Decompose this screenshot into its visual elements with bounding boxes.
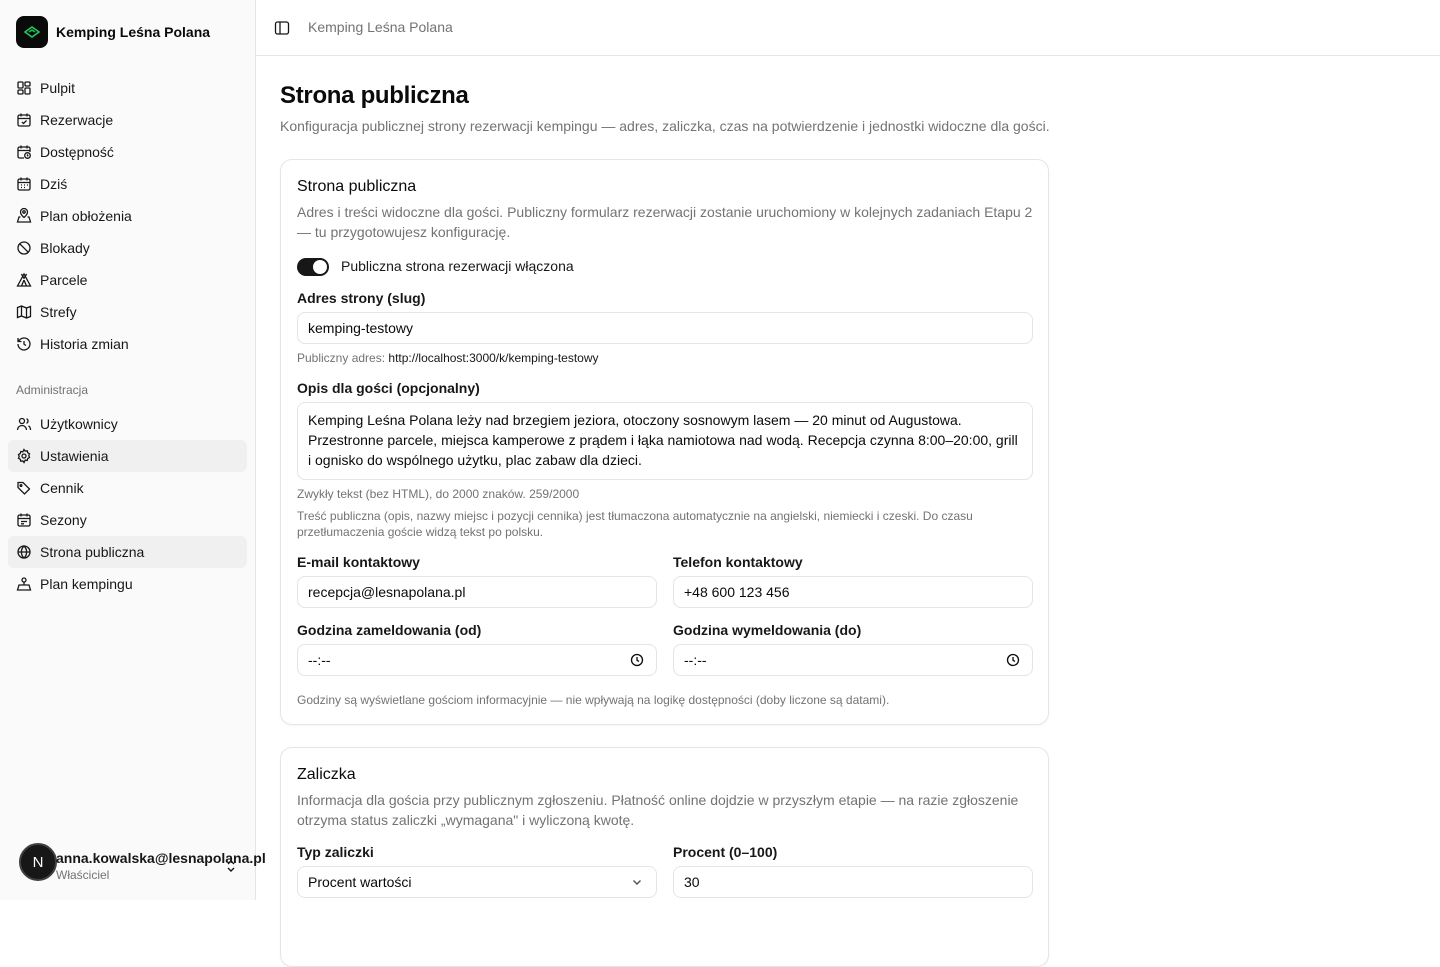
admin-group-label: Administracja [16, 383, 89, 397]
deposit-type-value: Procent wartości [308, 874, 412, 890]
phone-label: Telefon kontaktowy [673, 554, 803, 570]
admin-nav [8, 408, 247, 600]
translation-hint: Treść publiczna (opis, nazwy miejsc i pozycji cennika) jest tłumaczona automatycznie na angielski, niemiecki i czeski. Do czasu przetłumaczenia goście widzą tekst po polsku. [297, 509, 973, 539]
sidebar-item-plan-kempingu[interactable] [8, 568, 247, 600]
slug-label: Adres strony (slug) [297, 290, 426, 306]
brand-name: Kemping Leśna Polana [56, 24, 211, 40]
public-page-card [280, 159, 1049, 725]
phone-field[interactable] [673, 576, 1033, 608]
percent-label: Procent (0–100) [673, 844, 778, 860]
gear-icon [16, 448, 32, 464]
dashboard-icon [16, 80, 32, 96]
calendar-range-icon [16, 512, 32, 528]
tag-icon [16, 480, 32, 496]
sidebar-item-plan-oblozenia[interactable] [8, 200, 247, 232]
main-nav [8, 72, 247, 360]
checkin-time-value: --:-- [308, 652, 331, 668]
sidebar-toggle-button[interactable] [272, 16, 292, 40]
history-icon [16, 336, 32, 352]
brand[interactable] [16, 16, 210, 48]
checkout-time-input[interactable] [673, 644, 1033, 676]
chevrons-up-down-icon [223, 858, 239, 874]
card-description: Informacja dla gościa przy publicznym zgłoszeniu. Płatność online dojdzie w przyszłym etapie — na razie zgłoszenie otrzyma status zaliczki „wymagana" i wyliczoną kwotę. [297, 792, 1019, 828]
percent-input[interactable] [673, 866, 1033, 898]
sidebar-item-label: Historia zmian [40, 336, 129, 352]
calendar-check-icon [16, 112, 32, 128]
card-description: Adres i treści widoczne dla gości. Publiczny formularz rezerwacji zostanie uruchomiony w kolejnych zadaniach Etapu 2 — tu przygotowujesz konfigurację. [297, 204, 1033, 240]
guest-description-label: Opis dla gości (opcjonalny) [297, 380, 480, 396]
breadcrumb[interactable]: Kemping Leśna Polana [308, 19, 453, 35]
sidebar-item-blokady[interactable] [8, 232, 247, 264]
email-field-value: recepcja@lesnapolana.pl [308, 584, 466, 600]
public-address-prefix: Publiczny adres: [297, 351, 386, 365]
phone-field-value: +48 600 123 456 [684, 584, 790, 600]
checkin-time-input[interactable] [297, 644, 657, 676]
sidebar-item-dzis[interactable] [8, 168, 247, 200]
card-title: Strona publiczna [297, 178, 417, 195]
sidebar [0, 0, 266, 900]
calendar-clock-icon [16, 144, 32, 160]
sidebar-item-sezony[interactable] [8, 504, 247, 536]
percent-input-value: 30 [684, 874, 700, 890]
campsite-plan-icon [16, 576, 32, 592]
sidebar-item-parcele[interactable] [8, 264, 247, 296]
avatar: N [19, 843, 57, 881]
deposit-type-label: Typ zaliczki [297, 844, 374, 860]
map-icon [16, 304, 32, 320]
sidebar-item-label: Rezerwacje [40, 112, 114, 128]
deposit-card [280, 747, 1049, 967]
tent-logo-icon [16, 16, 48, 48]
deposit-type-select[interactable] [297, 866, 657, 898]
panel-left-icon [274, 20, 290, 36]
checkin-label: Godzina zameldowania (od) [297, 622, 482, 638]
sidebar-item-label: Strona publiczna [40, 544, 145, 560]
email-label: E-mail kontaktowy [297, 554, 420, 570]
switch-knob [313, 260, 327, 274]
page-description: Konfiguracja publicznej strony rezerwacji kempingu — adres, zaliczka, czas na potwierdzenie i jednostki widoczne dla gości. [280, 118, 1050, 134]
slug-input[interactable] [297, 312, 1033, 344]
map-pin-icon [16, 208, 32, 224]
description-hint: Zwykły tekst (bez HTML), do 2000 znaków. 259/2000 [297, 487, 580, 501]
clock-icon[interactable] [630, 653, 644, 667]
card-title: Zaliczka [297, 766, 356, 783]
hours-hint: Godziny są wyświetlane gościom informacyjnie — nie wpływają na logikę dostępności (doby liczone są datami). [297, 693, 890, 707]
users-icon [16, 416, 32, 432]
calendar-icon [16, 176, 32, 192]
sidebar-item-rezerwacje[interactable] [8, 104, 247, 136]
globe-icon [16, 544, 32, 560]
sidebar-item-label: Plan kempingu [40, 576, 133, 592]
tent-icon [16, 272, 32, 288]
sidebar-item-label: Dziś [40, 176, 68, 192]
sidebar-item-label: Plan obłożenia [40, 208, 132, 224]
sidebar-item-label: Parcele [40, 272, 88, 288]
chevron-down-icon [630, 875, 644, 889]
sidebar-item-label: Cennik [40, 480, 84, 496]
sidebar-item-label: Ustawienia [40, 448, 109, 464]
user-menu[interactable] [8, 840, 266, 888]
user-role: Właściciel [56, 868, 110, 882]
email-field[interactable] [297, 576, 657, 608]
sidebar-item-label: Blokady [40, 240, 90, 256]
sidebar-item-label: Dostępność [40, 144, 114, 160]
slug-input-value: kemping-testowy [308, 320, 414, 336]
sidebar-item-historia-zmian[interactable] [8, 328, 247, 360]
sidebar-item-strefy[interactable] [8, 296, 247, 328]
page-title: Strona publiczna [280, 82, 469, 109]
checkout-time-value: --:-- [684, 652, 707, 668]
ban-icon [16, 240, 32, 256]
sidebar-item-ustawienia[interactable] [8, 440, 247, 472]
sidebar-item-strona-publiczna[interactable] [8, 536, 247, 568]
sidebar-item-uzytkownicy[interactable] [8, 408, 247, 440]
top-bar [256, 0, 1440, 56]
public-address-hint [297, 350, 599, 366]
sidebar-item-label: Użytkownicy [40, 416, 118, 432]
clock-icon[interactable] [1006, 653, 1020, 667]
sidebar-item-label: Pulpit [40, 80, 76, 96]
checkout-label: Godzina wymeldowania (do) [673, 622, 862, 638]
public-page-enabled-label: Publiczna strona rezerwacji włączona [341, 258, 574, 274]
sidebar-item-label: Strefy [40, 304, 77, 320]
sidebar-item-dostepnosc[interactable] [8, 136, 247, 168]
sidebar-item-pulpit[interactable] [8, 72, 247, 104]
public-page-enabled-switch[interactable] [297, 258, 329, 276]
sidebar-item-label: Sezony [40, 512, 87, 528]
public-address-link[interactable]: http://localhost:3000/k/kemping-testowy [388, 351, 599, 365]
sidebar-item-cennik[interactable] [8, 472, 247, 504]
guest-description-textarea[interactable]: Kemping Leśna Polana leży nad brzegiem jeziora, otoczony sosnowym lasem — 20 minut od Augustowa. Przestronne parcele, miejsca kamperowe z prądem i łąka namiotowa nad wodą. Recepcja czynna 8:00–20:00, grill i ognisko do wspólnego użytku, plac zabaw dla dzieci. [297, 402, 1033, 480]
user-email: anna.kowalska@lesnapolana.pl [56, 850, 266, 866]
